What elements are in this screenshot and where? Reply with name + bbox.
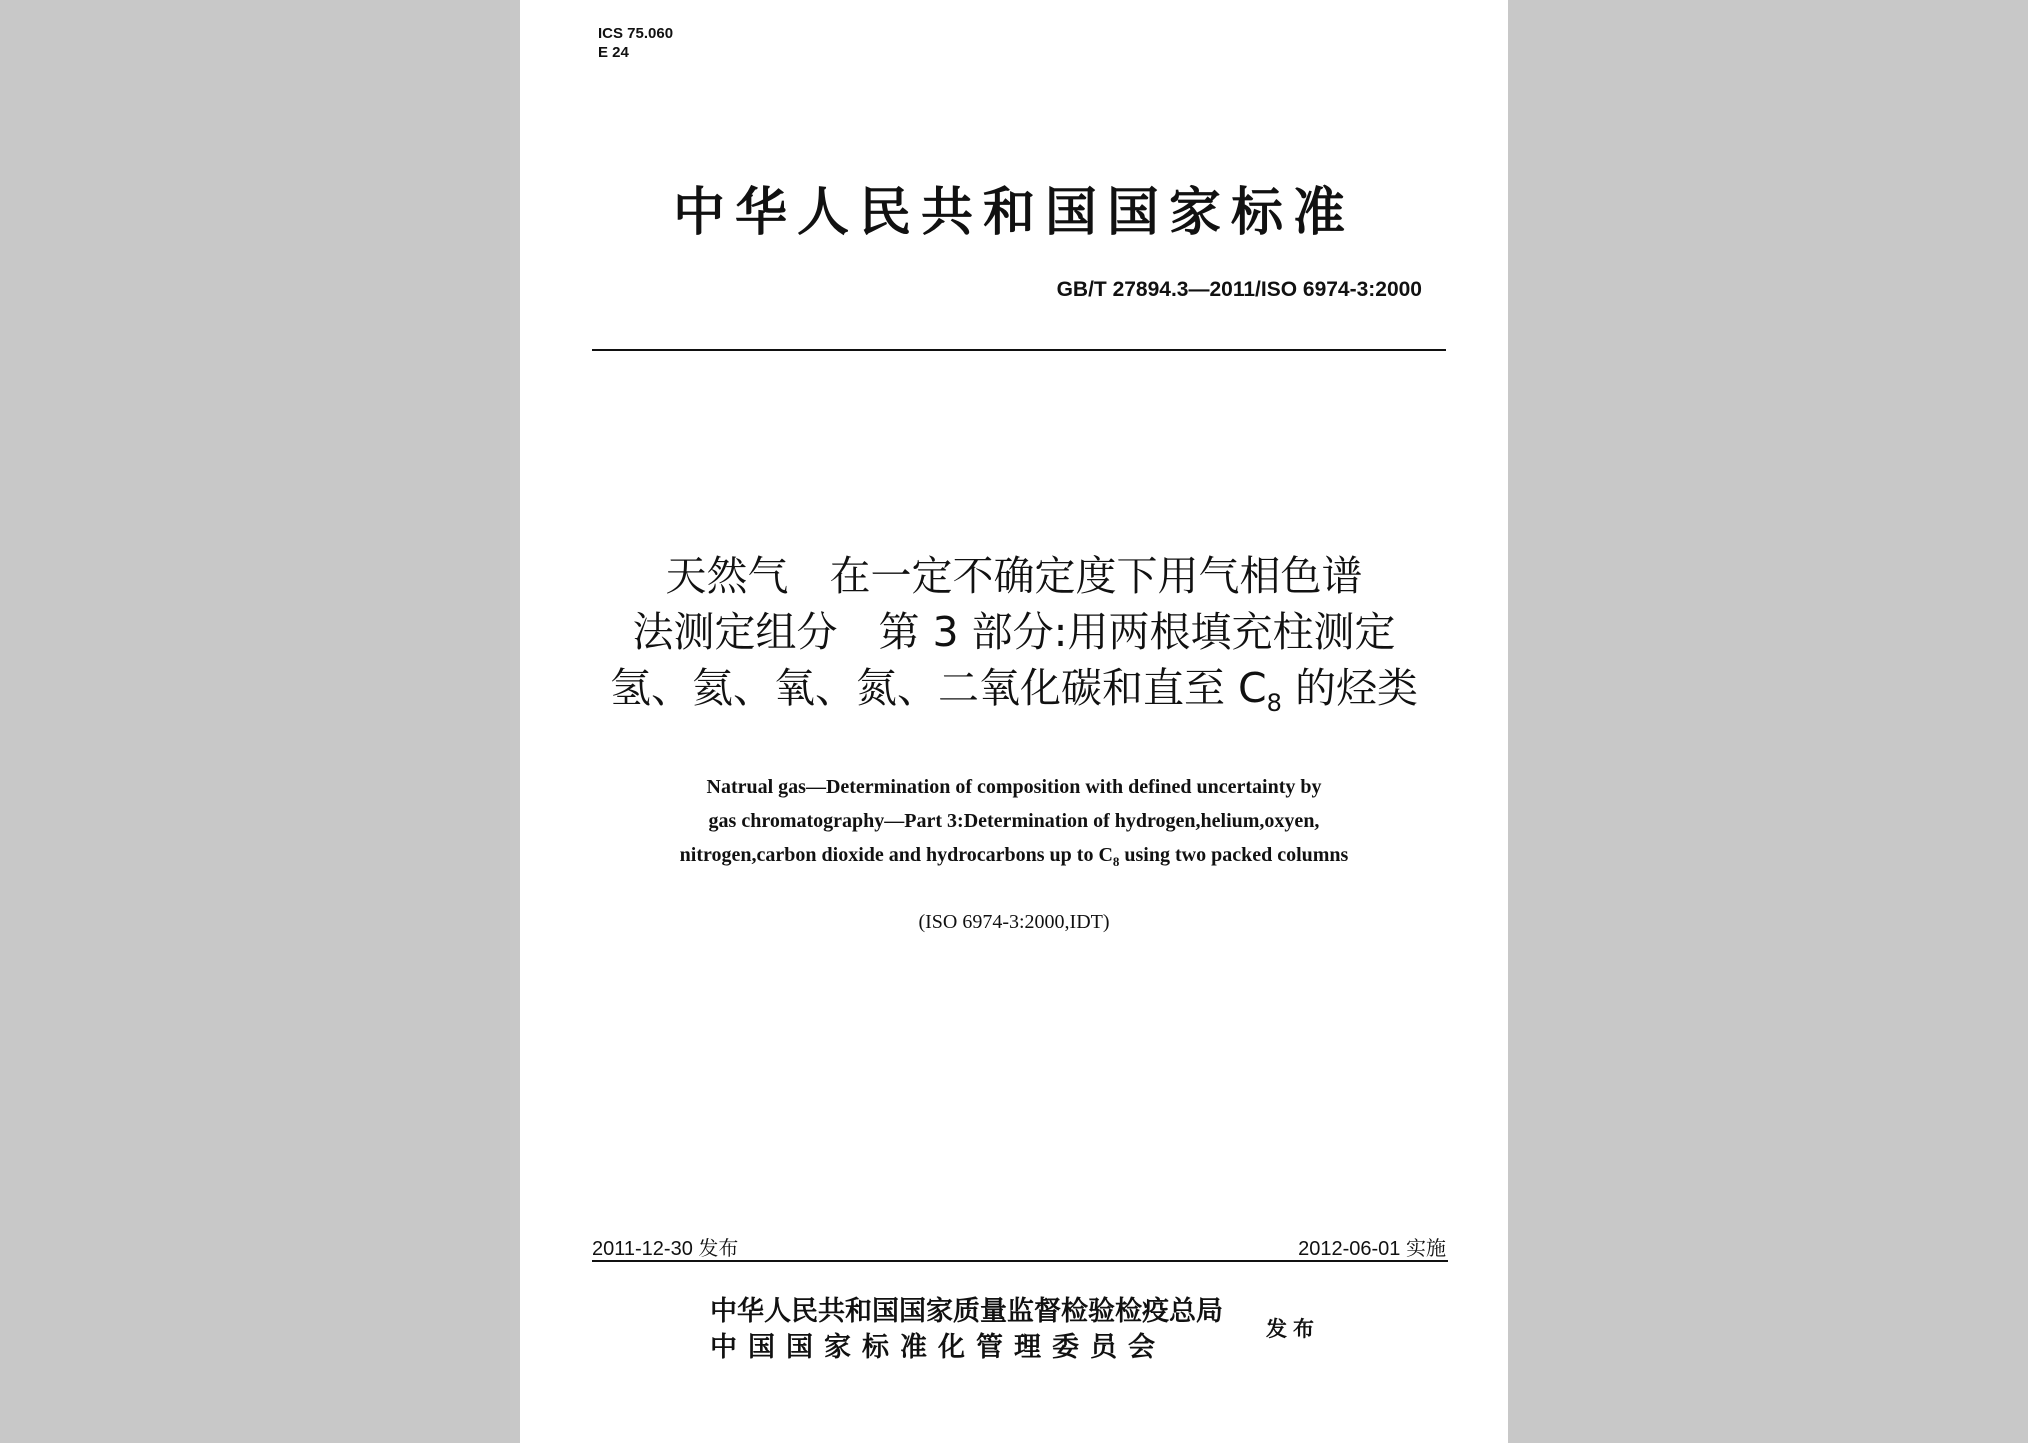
chinese-title-subscript: 8 [1266, 689, 1282, 718]
english-title-line-3-end: using two packed columns [1119, 844, 1349, 866]
issue-date: 2011-12-30 发布 [592, 1238, 739, 1260]
iso-identity: (ISO 6974-3:2000,IDT) [918, 911, 1110, 933]
implementation-date: 2012-06-01 实施 [1298, 1238, 1446, 1260]
english-title-subscript: 8 [1112, 854, 1120, 869]
ics-code: ICS 75.060 [598, 25, 674, 42]
publish-label: 发布 [1266, 1317, 1320, 1341]
chinese-title-line-1: 天然气 在一定不确定度下用气相色谱 [665, 552, 1363, 600]
english-title-line-1: Natrual gas—Determination of composition with defined uncertainty by [706, 776, 1322, 798]
issuing-authorities [710, 1294, 1223, 1366]
document-page [520, 0, 1508, 1443]
footer-divider [592, 1260, 1448, 1262]
chinese-title [520, 548, 1508, 731]
ccs-code: E 24 [598, 44, 629, 61]
classification-codes [598, 24, 673, 62]
english-title-line-3-start: nitrogen,carbon dioxide and hydrocarbons up to C [679, 844, 1113, 866]
english-title-line-3 [520, 838, 1508, 879]
national-standard-title: 中华人民共和国国家标准 [672, 183, 1355, 243]
english-title-line-2: gas chromatography—Part 3:Determination of hydrogen,helium,oxyen, [708, 810, 1320, 832]
chinese-title-line-3 [520, 660, 1508, 731]
chinese-title-line-2: 法测定组分 第 3 部分:用两根填充柱测定 [632, 608, 1396, 656]
english-title [520, 770, 1508, 879]
header-divider [592, 349, 1446, 351]
authority-sac: 中国国家标准化管理委员会 [710, 1332, 1166, 1363]
chinese-title-line-3-start: 氢、氦、氧、氮、二氧化碳和直至 C [610, 664, 1267, 712]
chinese-title-line-3-end: 的烃类 [1281, 664, 1418, 712]
standard-number: GB/T 27894.3—2011/ISO 6974-3:2000 [1056, 278, 1422, 301]
authority-aqsiq: 中华人民共和国国家质量监督检验检疫总局 [710, 1296, 1223, 1327]
